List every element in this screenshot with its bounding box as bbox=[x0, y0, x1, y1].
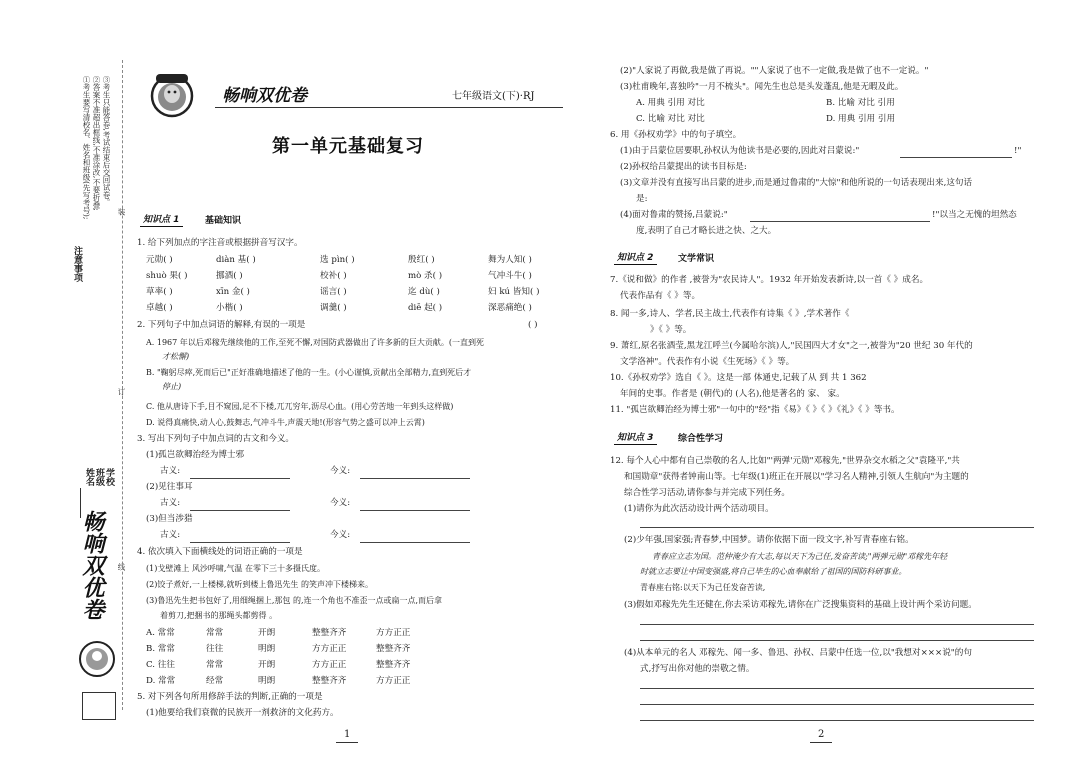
q6-3b: 是: bbox=[636, 194, 648, 204]
section-2-name: 文学常识 bbox=[678, 254, 715, 264]
q3-new-3: 今义: bbox=[330, 530, 351, 540]
q2-option-a: A. 1967 年以后邓稼先继续他的工作,至死不懈,对国防武器做出了许多新的巨大贡献。(一直到死 bbox=[146, 338, 484, 347]
q5: 5. 对下列各句所用修辞手法的判断,正确的一项是 bbox=[137, 692, 323, 702]
q12: 12. 每个人心中都有自己崇敬的名人,比如"'两弹'元勋"邓稼先,"世界杂交水稻之父"袁隆平,"共 bbox=[610, 456, 960, 466]
q8: 8. 闻一多,诗人、学者,民主战士,代表作有诗集《 》,学术著作《 bbox=[610, 309, 850, 319]
cut-mark-3: 线 bbox=[117, 563, 126, 571]
q2-option-d: D. 说得真痛快,动人心,鼓舞志,气冲斗牛,声震天地!(形容气势之盛可以冲上云霄) bbox=[146, 418, 425, 427]
q6-2: (2)孙权给吕蒙提出的读书目标是: bbox=[620, 162, 747, 172]
q12-3-answer-line-1[interactable] bbox=[640, 624, 1034, 625]
q2-option-b-cont: 停止) bbox=[162, 382, 182, 391]
q3: 3. 写出下列句子中加点词的古文和今义。 bbox=[137, 434, 295, 444]
page-2-number: 2 bbox=[818, 729, 825, 740]
q3-old-1: 古义: bbox=[160, 466, 181, 476]
q12-1: (1)请你为此次活动设计两个活动项目。 bbox=[624, 504, 774, 514]
section-1-label: 知识点 1 bbox=[140, 212, 183, 227]
grade-label: 七年级语文(下)·RJ bbox=[452, 91, 535, 102]
q2-option-c: C. 他从唐诗下手,目不窥园,足不下楼,兀兀穷年,沥尽心血。(用心劳苦地一年到头这样做) bbox=[146, 402, 454, 411]
section-1-name: 基础知识 bbox=[205, 216, 242, 226]
q9b: 文学洛神"。代表作有小说《生死场》《 》等。 bbox=[620, 357, 795, 367]
q2-answer-paren: ( ) bbox=[528, 320, 538, 330]
q4-3b: 着剪刀,把捆书的那绳头都剪得 。 bbox=[160, 611, 278, 620]
notice-1: ①考生要写清校名、姓名和班级(先写考号); bbox=[82, 76, 91, 220]
q5-2: (2)"人家说了再做,我是做了再说。""人家说了也不一定做,我是做了也不一定说。" bbox=[620, 66, 929, 76]
logo-icon bbox=[146, 70, 198, 118]
q6-4: (4)面对鲁肃的赞扬,吕蒙说:" bbox=[620, 210, 728, 220]
q3-new-1: 今义: bbox=[330, 466, 351, 476]
q10b: 年间的史事。作者是 (朝代)的 (人名),他是著名的 家、 家。 bbox=[620, 389, 845, 399]
q6-1: (1)由于吕蒙位居要职,孙权认为他读书是必要的,因此对吕蒙说:" bbox=[620, 146, 860, 156]
q10: 10.《孙权劝学》选自《 》。这是一部 体通史,记载了从 到 共 1 362 bbox=[610, 373, 867, 383]
q3-old-2: 古义: bbox=[160, 498, 181, 508]
q5-option-c: C. 比喻 对比 对比 bbox=[636, 114, 705, 124]
page-1-number: 1 bbox=[344, 729, 351, 740]
q11: 11. "孤岂欲卿治经为博士邪"一句中的"经"指《易》《 》《 》《礼》《 》等书。 bbox=[610, 405, 900, 415]
q12-3-answer-line-2[interactable] bbox=[640, 640, 1034, 641]
q6-1-end: !" bbox=[1014, 146, 1022, 156]
section-3-label: 知识点 3 bbox=[614, 430, 657, 445]
page-title: 第一单元基础复习 bbox=[272, 136, 424, 157]
q4-1: (1)戈壁滩上 风沙呼啸,气温 在零下三十多摄氏度。 bbox=[146, 564, 325, 573]
q6-4-end: !"以当之无愧的坦然态 bbox=[932, 210, 1017, 220]
notice-3: ③考生只能答卷,考试结束后交回试卷。 bbox=[102, 76, 111, 206]
spine-title: 畅响双优卷 bbox=[79, 510, 105, 620]
field-school: 学校 bbox=[104, 468, 114, 486]
q12-1-answer-line[interactable] bbox=[640, 527, 1034, 528]
q3-item-2: (2)见往事耳 bbox=[146, 482, 193, 492]
logo-word: 畅响双优卷 bbox=[222, 86, 307, 106]
q5-1: (1)他要给我们衰微的民族开一剂救济的文化药方。 bbox=[146, 708, 339, 718]
q12-4: (4)从本单元的名人 邓稼先、闻一多、鲁迅、孙权、吕蒙中任选一位,以"我想对×××说"的句 bbox=[624, 648, 972, 658]
q4-3: (3)鲁迅先生把书包好了,用细绳捆上,那包 的,连一个角也不准歪一点或扁一点,而后拿 bbox=[146, 596, 443, 605]
notice-title: 注意事项 bbox=[72, 246, 82, 282]
q7b: 代表作品有《 》等。 bbox=[620, 291, 701, 301]
section-2-label: 知识点 2 bbox=[614, 250, 657, 265]
q6-4b: 度,表明了自己才略长进之快、之大。 bbox=[636, 226, 777, 236]
q8b: 》《 》等。 bbox=[650, 325, 692, 335]
q3-old-3: 古义: bbox=[160, 530, 181, 540]
spine-logo-icon bbox=[78, 640, 116, 678]
cut-mark-2: 订 bbox=[117, 388, 126, 396]
field-class: 班级 bbox=[94, 468, 104, 486]
q12c: 综合性学习活动,请你参与并完成下列任务。 bbox=[624, 488, 791, 498]
q12-4-answer-line-2[interactable] bbox=[640, 704, 1034, 705]
q2-option-a-cont: 才松懈) bbox=[162, 352, 190, 361]
q12-2-passage-2: 时就立志要让中国变强盛,将自己毕生的心血奉献给了祖国的国防科研事业。 bbox=[640, 567, 907, 576]
header-rule bbox=[215, 107, 563, 108]
notice-2: ②答案不准超出框线,不准涂改,不要折叠; bbox=[92, 76, 101, 211]
q12-4b: 式,抒写出你对他的崇敬之情。 bbox=[640, 664, 755, 674]
q5-option-b: B. 比喻 对比 引用 bbox=[826, 98, 895, 108]
q12b: 和国勋章"获得者钟南山等。七年级(1)班正在开展以"学习名人精神,引领人生航向"为主题的 bbox=[624, 472, 969, 482]
section-3-name: 综合性学习 bbox=[678, 434, 724, 444]
q12-2: (2)少年强,国家强;青春梦,中国梦。请你依据下面一段文字,补写青春座右铭。 bbox=[624, 535, 914, 545]
q4-2: (2)饺子煮好,一上楼梯,就听到楼上鲁迅先生 的笑声冲下楼梯来。 bbox=[146, 580, 373, 589]
q4: 4. 依次填入下面横线处的词语正确的一项是 bbox=[137, 547, 303, 557]
cut-line bbox=[122, 60, 123, 710]
cut-mark-1: 装 bbox=[117, 208, 126, 216]
q3-new-2: 今义: bbox=[330, 498, 351, 508]
left-margin bbox=[0, 0, 130, 765]
q12-2-motto: 青春座右铭:以天下为己任发奋苦读, bbox=[640, 583, 766, 592]
spine-box bbox=[82, 692, 116, 720]
q2: 2. 下列句子中加点词语的解释,有误的一项是 bbox=[137, 320, 306, 330]
q2-option-b: B. "鞠躬尽瘁,死而后已"正好准确地描述了他的一生。(小心谨慎,贡献出全部精力,直到死后才 bbox=[146, 368, 472, 377]
q3-item-3: (3)但当涉猎 bbox=[146, 514, 193, 524]
q5-3: (3)杜甫晚年,喜独吟"一月不梳头"。闻先生也总是头发蓬乱,他是无暇及此。 bbox=[620, 82, 904, 92]
q5-option-a: A. 用典 引用 对比 bbox=[636, 98, 705, 108]
q12-3: (3)假如邓稼先先生还健在,你去采访邓稼先,请你在广泛搜集资料的基础上设计两个采访问题。 bbox=[624, 600, 977, 610]
field-name: 姓名 bbox=[84, 468, 94, 486]
q5-option-d: D. 用典 引用 引用 bbox=[826, 114, 896, 124]
q1: 1. 给下列加点的字注音或根据拼音写汉字。 bbox=[137, 238, 303, 248]
q6-3: (3)文章并没有直接写出吕蒙的进步,而是通过鲁肃的"大惊"和他所说的一句话表现出来,这句话 bbox=[620, 178, 973, 188]
q12-2-passage: 青春应立志为国。范仲淹少有大志,每以天下为己任,发奋苦读;"两弹元勋"邓稼先年轻 bbox=[652, 552, 948, 561]
q7: 7.《说和做》的作者 ,被誉为"农民诗人"。1932 年开始发表新诗,以一首《 》成名。 bbox=[610, 275, 929, 285]
q12-4-answer-line-1[interactable] bbox=[640, 688, 1034, 689]
q12-4-answer-line-3[interactable] bbox=[640, 720, 1034, 721]
q9: 9. 萧红,原名张酒莹,黑龙江呼兰(今属哈尔滨)人,"民国四大才女"之一,被誉为"20 世纪 30 年代的 bbox=[610, 341, 973, 351]
q3-item-1: (1)孤岂欲卿治经为博士邪 bbox=[146, 450, 245, 460]
q6: 6. 用《孙权劝学》中的句子填空。 bbox=[610, 130, 742, 140]
